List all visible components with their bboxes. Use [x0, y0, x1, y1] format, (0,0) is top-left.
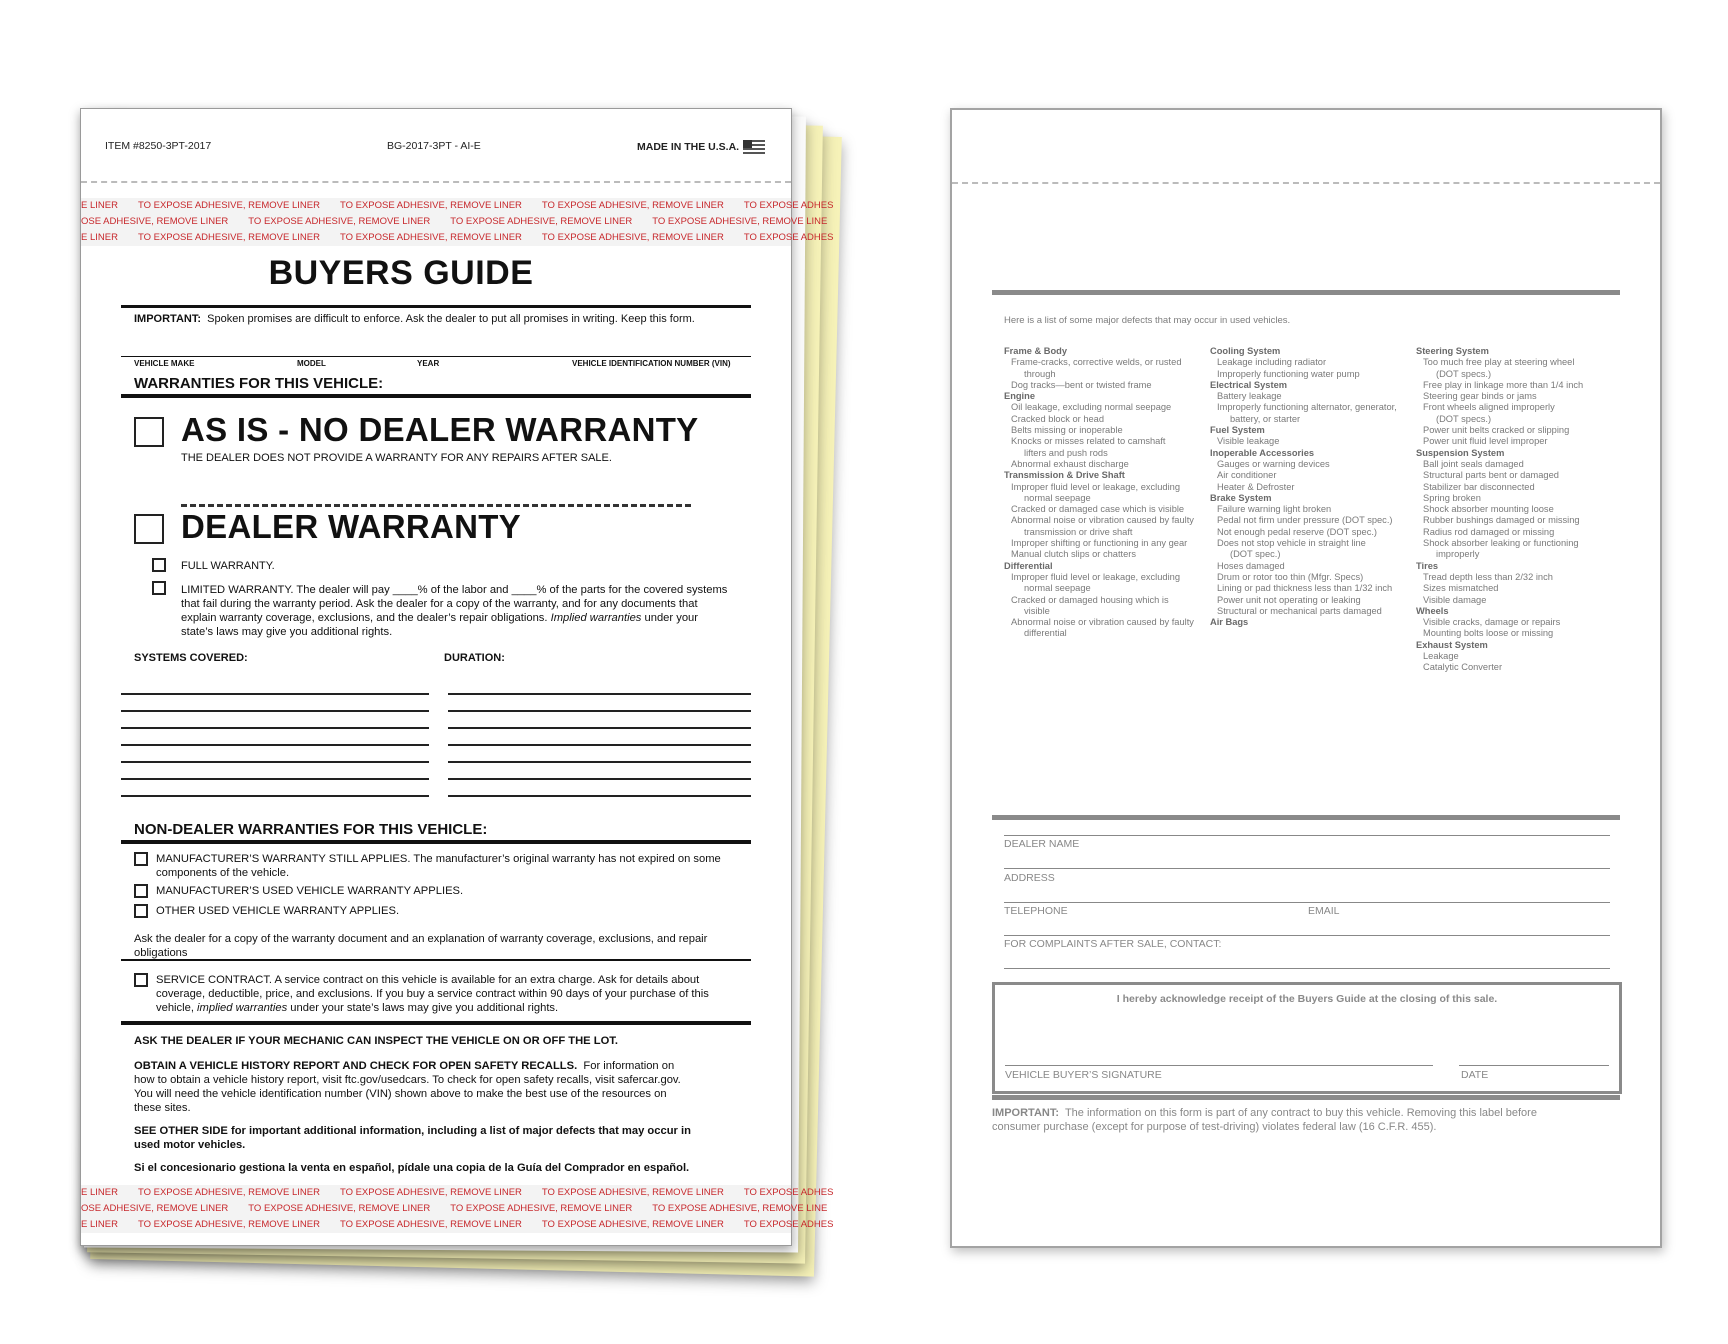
defects-column-2	[1210, 346, 1397, 628]
as-is-checkbox[interactable]	[134, 417, 164, 447]
full-warranty-checkbox[interactable]	[152, 558, 166, 572]
defect-category: Brake System	[1210, 492, 1272, 503]
defect-item: Frame-cracks, corrective welds, or rusted	[1011, 357, 1182, 368]
field-year: YEAR	[417, 359, 440, 368]
defect-item: Catalytic Converter	[1423, 662, 1503, 673]
history-report-text: OBTAIN A VEHICLE HISTORY REPORT AND CHECK FOR OPEN SAFETY RECALLS. For information on how to obtain a vehicle history report, visit ftc.gov/usedcars. To check for open safety recalls, visit safercar.gov. You will need the vehicle identification number (VIN) shown above to make the best use of the resources on these sites.	[134, 1060, 681, 1114]
defect-item: Visible damage	[1423, 594, 1487, 605]
dealer-warranty-title: DEALER WARRANTY	[181, 508, 521, 545]
defect-category: Fuel System	[1210, 425, 1265, 436]
important-note: IMPORTANT: Spoken promises are difficult to enforce. Ask the dealer to put all promises in writing. Keep this form.	[134, 313, 695, 325]
systems-line[interactable]	[121, 795, 429, 797]
defect-item: differential	[1024, 628, 1067, 639]
defects-column-1	[1004, 346, 1194, 640]
full-warranty-label: FULL WARRANTY.	[181, 560, 275, 572]
duration-line[interactable]	[448, 795, 751, 797]
other-used-checkbox[interactable]	[134, 904, 148, 918]
telephone-label: TELEPHONE	[1004, 905, 1068, 917]
defects-column-3	[1416, 346, 1583, 674]
defect-item: Cracked or damaged housing which is	[1011, 594, 1169, 605]
defect-item: Visible leakage	[1217, 436, 1280, 447]
defect-category: Suspension System	[1416, 447, 1505, 458]
us-flag-icon	[743, 140, 765, 154]
defect-item: Shock absorber leaking or functioning	[1423, 538, 1579, 549]
defect-item: Abnormal noise or vibration caused by faulty	[1011, 617, 1194, 628]
defect-category: Transmission & Drive Shaft	[1004, 470, 1125, 481]
buyers-guide-front	[80, 108, 834, 1246]
defect-item: Dog tracks—bent or twisted frame	[1011, 379, 1152, 390]
field-vin: VEHICLE IDENTIFICATION NUMBER (VIN)	[572, 359, 731, 368]
defect-item: Battery leakage	[1217, 391, 1282, 402]
defect-item: (DOT specs.)	[1436, 368, 1492, 379]
defects-intro: Here is a list of some major defects that may occur in used vehicles.	[1004, 315, 1291, 326]
complaints-label: FOR COMPLAINTS AFTER SALE, CONTACT:	[1004, 938, 1222, 950]
warranties-heading: WARRANTIES FOR THIS VEHICLE:	[134, 375, 384, 392]
other-side-text: SEE OTHER SIDE for important additional information, including a list of major defects that may occur in used motor vehicles.	[134, 1125, 691, 1151]
defect-item: Pedal not firm under pressure (DOT spec.)	[1217, 515, 1393, 526]
limited-warranty-text: LIMITED WARRANTY. The dealer will pay ____% of the labor and ____% of the parts for the covered systems that fail during the warranty period. Ask the dealer for a copy of the warranty, and for any documents that explain warranty coverage, exclusions, and the dealer’s repair obligations. Implied warranties under your state’s laws may give you additional rights.	[181, 584, 728, 638]
defect-category: Wheels	[1416, 605, 1449, 616]
defect-category: Electrical System	[1210, 379, 1288, 390]
defect-item: transmission or drive shaft	[1024, 526, 1133, 537]
acknowledgment-box	[992, 982, 1622, 1094]
defect-item: Improper shifting or functioning in any gear	[1011, 538, 1188, 549]
made-in-usa: MADE IN THE U.S.A.	[637, 140, 765, 154]
signature-label: VEHICLE BUYER’S SIGNATURE	[1005, 1069, 1162, 1081]
ask-copy-text: Ask the dealer for a copy of the warranty document and an explanation of warranty coverage, exclusions, and repair obligations	[134, 933, 708, 959]
defect-item: Knocks or misses related to camshaft	[1011, 436, 1166, 447]
defect-item: lifters and push rods	[1024, 447, 1108, 458]
defect-item: Sizes mismatched	[1423, 583, 1499, 594]
defect-item: Stabilizer bar disconnected	[1423, 481, 1535, 492]
defect-item: Too much free play at steering wheel	[1423, 357, 1575, 368]
defect-item: Improperly functioning alternator, generator,	[1217, 402, 1397, 413]
spanish-text: Si el concesionario gestiona la venta en español, pídale una copia de la Guía del Comprador en español.	[134, 1162, 690, 1174]
back-important-note: IMPORTANT: The information on this form is part of any contract to buy this vehicle. Removing this label before consumer purchase (except for purpose of test-driving) violates federal law (16 C.F.R. 455).	[992, 1107, 1537, 1133]
duration-line[interactable]	[448, 761, 751, 763]
defect-item: Tread depth less than 2/32 inch	[1423, 571, 1553, 582]
liner-strip-bottom-2: OSE ADHESIVE, REMOVE LINER TO EXPOSE ADHESIVE, REMOVE LINER TO EXPOSE ADHESIVE, REMOVE LINER TO EXPOSE ADHESIVE, REMOVE LINE	[81, 1201, 791, 1217]
date-label: DATE	[1461, 1069, 1489, 1081]
as-is-subtitle: THE DEALER DOES NOT PROVIDE A WARRANTY FOR ANY REPAIRS AFTER SALE.	[181, 452, 612, 464]
defect-item: Free play in linkage more than 1/4 inch	[1423, 379, 1584, 390]
defect-item: Power unit fluid level improper	[1423, 436, 1548, 447]
defect-item: Abnormal noise or vibration caused by faulty	[1011, 515, 1194, 526]
defect-category: Inoperable Accessories	[1210, 447, 1315, 458]
liner-strip-top-2: OSE ADHESIVE, REMOVE LINER TO EXPOSE ADHESIVE, REMOVE LINER TO EXPOSE ADHESIVE, REMOVE LINER TO EXPOSE ADHESIVE, REMOVE LINE	[81, 214, 791, 230]
defect-item: Improperly functioning water pump	[1217, 368, 1360, 379]
page-title: BUYERS GUIDE	[268, 254, 534, 292]
defect-item: Belts missing or inoperable	[1011, 425, 1123, 436]
defect-category: Frame & Body	[1004, 346, 1068, 356]
duration-line[interactable]	[448, 710, 751, 712]
defect-item: Improper fluid level or leakage, excluding	[1011, 571, 1180, 582]
defect-item: normal seepage	[1024, 583, 1091, 594]
mfr-used-checkbox[interactable]	[134, 884, 148, 898]
defect-item: Hoses damaged	[1217, 560, 1285, 571]
defect-item: Structural parts bent or damaged	[1423, 470, 1559, 481]
systems-line[interactable]	[121, 693, 429, 695]
defect-category: Tires	[1416, 560, 1439, 571]
defect-item: Improper fluid level or leakage, excluding	[1011, 481, 1180, 492]
defect-item: Front wheels aligned improperly	[1423, 402, 1555, 413]
defect-item: improperly	[1436, 549, 1480, 560]
liner-strip-bottom-3: E LINER TO EXPOSE ADHESIVE, REMOVE LINER TO EXPOSE ADHESIVE, REMOVE LINER TO EXPOSE ADHESIVE, REMOVE LINER TO EXPOSE ADHES	[81, 1217, 791, 1233]
defect-item: Manual clutch slips or chatters	[1011, 549, 1137, 560]
form-code: BG-2017-3PT - AI-E	[387, 140, 481, 152]
defect-item: Cracked or damaged case which is visible	[1011, 504, 1185, 515]
defect-category: Differential	[1004, 560, 1053, 571]
defect-item: Lining or pad thickness less than 1/32 inch	[1217, 583, 1393, 594]
signature-line[interactable]	[1005, 1065, 1433, 1066]
defect-item: Ball joint seals damaged	[1423, 458, 1524, 469]
complaints-field[interactable]	[1004, 968, 1610, 969]
as-is-title: AS IS - NO DEALER WARRANTY	[181, 411, 699, 448]
defect-category: Cooling System	[1210, 346, 1281, 356]
email-label: EMAIL	[1308, 905, 1340, 917]
field-model: MODEL	[297, 359, 326, 368]
defect-item: Rubber bushings damaged or missing	[1423, 515, 1580, 526]
mfr-used-text: MANUFACTURER’S USED VEHICLE WARRANTY APPLIES.	[156, 885, 464, 897]
service-contract-text: SERVICE CONTRACT. A service contract on this vehicle is available for an extra charge. Ask for details about coverage, deductible, price, and exclusions. If you buy a service contract within 90 days of your purchase of this vehicle, implied warranties under your state’s laws may give you additional rights.	[156, 974, 709, 1014]
buyers-guide-back	[950, 108, 1662, 1248]
field-vehicle-make: VEHICLE MAKE	[134, 359, 195, 368]
defect-item: (DOT spec.)	[1230, 549, 1281, 560]
service-contract-checkbox[interactable]	[134, 973, 148, 987]
defect-item: Failure warning light broken	[1217, 504, 1332, 515]
defect-item: Power unit not operating or leaking	[1217, 594, 1361, 605]
duration-label: DURATION:	[444, 652, 505, 664]
defect-item: Gauges or warning devices	[1217, 458, 1330, 469]
duration-line[interactable]	[448, 727, 751, 729]
systems-line[interactable]	[121, 744, 429, 746]
acknowledgment-text: I hereby acknowledge receipt of the Buyers Guide at the closing of this sale.	[1116, 993, 1498, 1005]
mechanic-text: ASK THE DEALER IF YOUR MECHANIC CAN INSPECT THE VEHICLE ON OR OFF THE LOT.	[134, 1035, 618, 1047]
liner-strip-top-3: E LINER TO EXPOSE ADHESIVE, REMOVE LINER TO EXPOSE ADHESIVE, REMOVE LINER TO EXPOSE ADHESIVE, REMOVE LINER TO EXPOSE ADHES	[81, 230, 791, 246]
defect-item: through	[1024, 368, 1056, 379]
item-number: ITEM #8250-3PT-2017	[105, 140, 212, 152]
defect-item: Air conditioner	[1217, 470, 1277, 481]
defect-item: Mounting bolts loose or missing	[1423, 628, 1554, 639]
defect-item: Shock absorber mounting loose	[1423, 504, 1554, 515]
defect-item: Steering gear binds or jams	[1423, 391, 1537, 402]
defect-item: (DOT specs.)	[1436, 413, 1492, 424]
defect-item: Oil leakage, excluding normal seepage	[1011, 402, 1172, 413]
defect-item: normal seepage	[1024, 492, 1091, 503]
defect-category: Engine	[1004, 391, 1035, 402]
date-line[interactable]	[1459, 1065, 1609, 1066]
defect-item: battery, or starter	[1230, 413, 1301, 424]
mfr-warranty-text: MANUFACTURER’S WARRANTY STILL APPLIES. The manufacturer’s original warranty has not expired on some components of the vehicle.	[156, 853, 721, 879]
defect-item: Spring broken	[1423, 492, 1481, 503]
dealer-name-field[interactable]	[1004, 868, 1610, 869]
address-field[interactable]	[1004, 902, 1610, 903]
defect-item: Cracked block or head	[1011, 413, 1105, 424]
limited-warranty-checkbox[interactable]	[152, 581, 166, 595]
telephone-field[interactable]	[1004, 935, 1610, 936]
defect-item: Structural or mechanical parts damaged	[1217, 605, 1382, 616]
liner-strip-top-1: E LINER TO EXPOSE ADHESIVE, REMOVE LINER TO EXPOSE ADHESIVE, REMOVE LINER TO EXPOSE ADHESIVE, REMOVE LINER TO EXPOSE ADHES	[81, 198, 791, 214]
mfr-warranty-checkbox[interactable]	[134, 852, 148, 866]
dealer-warranty-checkbox[interactable]	[134, 514, 164, 544]
systems-covered-label: SYSTEMS COVERED:	[134, 652, 248, 664]
defect-item: Heater & Defroster	[1217, 481, 1295, 492]
defect-item: Drum or rotor too thin (Mfgr. Specs)	[1217, 571, 1364, 582]
duration-line[interactable]	[448, 778, 751, 780]
address-label: ADDRESS	[1004, 872, 1055, 884]
non-dealer-heading: NON-DEALER WARRANTIES FOR THIS VEHICLE:	[134, 821, 488, 838]
other-used-text: OTHER USED VEHICLE WARRANTY APPLIES.	[156, 905, 400, 917]
defect-category: Exhaust System	[1416, 639, 1488, 650]
systems-line[interactable]	[121, 761, 429, 763]
defect-item: Radius rod damaged or missing	[1423, 526, 1555, 537]
defect-item: Leakage	[1423, 651, 1459, 662]
systems-line[interactable]	[121, 727, 429, 729]
defect-item: Visible cracks, damage or repairs	[1423, 617, 1561, 628]
systems-line[interactable]	[121, 710, 429, 712]
systems-line[interactable]	[121, 778, 429, 780]
liner-strip-bottom-1: E LINER TO EXPOSE ADHESIVE, REMOVE LINER TO EXPOSE ADHESIVE, REMOVE LINER TO EXPOSE ADHESIVE, REMOVE LINER TO EXPOSE ADHES	[81, 1185, 791, 1201]
defect-category: Air Bags	[1210, 617, 1249, 628]
perforation	[81, 181, 791, 183]
defect-item: Does not stop vehicle in straight line	[1217, 538, 1366, 549]
defect-item: visible	[1024, 605, 1050, 616]
defect-item: Not enough pedal reserve (DOT spec.)	[1217, 526, 1378, 537]
defect-category: Steering System	[1416, 346, 1489, 356]
defect-item: Abnormal exhaust discharge	[1011, 458, 1129, 469]
defect-item: Power unit belts cracked or slipping	[1423, 425, 1570, 436]
duration-line[interactable]	[448, 693, 751, 695]
duration-line[interactable]	[448, 744, 751, 746]
dealer-name-label: DEALER NAME	[1004, 838, 1080, 850]
defect-item: Leakage including radiator	[1217, 357, 1327, 368]
perforation	[952, 182, 1660, 184]
